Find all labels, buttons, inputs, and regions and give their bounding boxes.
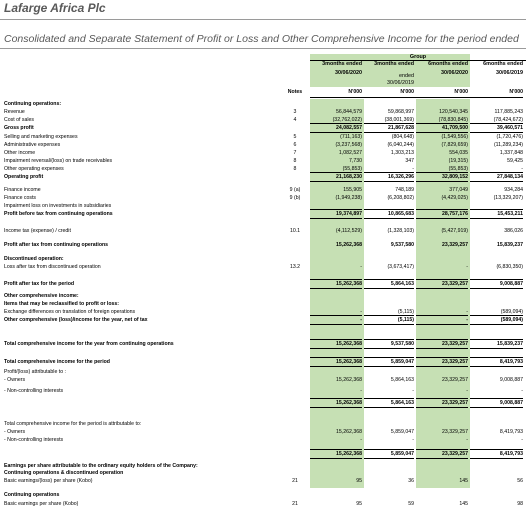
total-rule <box>310 398 362 399</box>
value-cell: 117,885,243 <box>494 109 523 115</box>
value-cell: 554,035 <box>449 150 468 156</box>
row-label: Continuing operations <box>4 492 60 498</box>
total-rule <box>364 449 414 450</box>
statement-row <box>0 186 526 194</box>
row-label: Other income <box>4 150 36 156</box>
row-label: Finance income <box>4 187 41 193</box>
statement-row <box>0 428 526 436</box>
row-label: Items that may be reclassified to profit or loss: <box>4 301 120 307</box>
value-cell: 15,262,368 <box>336 242 362 248</box>
statement-row <box>0 292 526 300</box>
value-cell: (55,853) <box>448 166 468 172</box>
value-cell: 15,262,368 <box>336 359 362 365</box>
total-rule <box>364 209 414 210</box>
column-header-0 <box>310 61 362 77</box>
total-rule <box>470 218 523 219</box>
total-rule <box>470 209 523 210</box>
statement-row <box>0 436 526 444</box>
total-rule <box>470 172 523 173</box>
total-rule <box>310 449 362 450</box>
value-cell: 15,262,368 <box>336 400 362 406</box>
statement-row <box>0 241 526 249</box>
unit-cell: N'000 <box>348 89 362 95</box>
row-note: 8 <box>293 158 297 164</box>
row-label: - Owners <box>4 429 26 435</box>
row-label: - Non-controlling interests <box>4 388 64 394</box>
row-label: Basic earnings per share (Kobo) <box>4 501 79 507</box>
value-cell: 9,008,887 <box>499 281 523 287</box>
value-cell: 15,262,368 <box>336 377 362 383</box>
row-note: 21 <box>292 478 298 484</box>
value-cell: - <box>466 264 468 270</box>
value-cell: - <box>412 388 414 394</box>
column-date: 30/06/2019 <box>387 80 414 86</box>
total-rule <box>470 132 523 133</box>
total-rule <box>416 348 468 349</box>
value-cell: 39,460,571 <box>497 125 523 131</box>
total-rule <box>416 357 468 358</box>
value-cell: 155,905 <box>343 187 362 193</box>
total-rule <box>364 407 414 408</box>
value-cell: (38,001,369) <box>384 117 414 123</box>
statement-row <box>0 100 526 108</box>
total-rule <box>364 398 414 399</box>
statement-row <box>0 194 526 202</box>
row-note: 5 <box>293 134 297 140</box>
row-label: Selling and marketing expenses <box>4 134 78 140</box>
value-cell: 59,868,997 <box>388 109 414 115</box>
value-cell: 9,008,887 <box>499 400 523 406</box>
value-cell: 15,262,368 <box>336 429 362 435</box>
row-note: 7 <box>293 150 297 156</box>
total-rule <box>310 458 362 459</box>
statement-row <box>0 157 526 165</box>
value-cell: 9,537,580 <box>390 242 414 248</box>
row-label: Profit after tax for the period <box>4 281 75 287</box>
statement-row <box>0 173 526 181</box>
total-rule <box>310 209 362 210</box>
column-date: 30/06/2020 <box>441 70 468 76</box>
value-cell: 10,865,683 <box>388 211 414 217</box>
total-rule <box>364 315 414 316</box>
total-rule <box>470 366 523 367</box>
unit-cell: N'000 <box>454 89 468 95</box>
value-cell: 16,326,296 <box>388 174 414 180</box>
total-rule <box>416 123 468 124</box>
statement-row <box>0 316 526 324</box>
value-cell: (6,830,350) <box>496 264 523 270</box>
value-cell: (1,949,238) <box>335 195 362 201</box>
statement-row <box>0 210 526 218</box>
total-rule <box>310 172 362 173</box>
units-row <box>0 88 526 96</box>
total-rule <box>364 218 414 219</box>
total-rule <box>470 181 523 182</box>
total-rule <box>470 407 523 408</box>
value-cell: 1,082,527 <box>338 150 362 156</box>
company-name: Lafarge Africa Plc <box>4 1 106 15</box>
column-header-1 <box>364 61 414 68</box>
column-date: 30/06/2019 <box>496 70 523 76</box>
statement-row <box>0 340 526 348</box>
value-cell: 8,419,793 <box>499 429 523 435</box>
value-cell: 7,730 <box>349 158 362 164</box>
statement-row <box>0 133 526 141</box>
row-label: Other comprehensive income: <box>4 293 79 299</box>
value-cell: 748,189 <box>395 187 414 193</box>
column-period: 3months ended <box>322 61 362 67</box>
column-ended: ended <box>399 73 414 79</box>
statement-row <box>0 124 526 132</box>
row-label: Profit before tax from continuing operations <box>4 211 113 217</box>
row-label: Income tax (expense) / credit <box>4 228 71 234</box>
value-cell: (5,115) <box>397 309 414 315</box>
row-label: Profit after tax from continuing operations <box>4 242 109 248</box>
statement-row <box>0 108 526 116</box>
value-cell: 21,867,628 <box>388 125 414 131</box>
value-cell: (7,829,659) <box>441 142 468 148</box>
value-cell: 15,453,211 <box>497 211 523 217</box>
statement-row <box>0 358 526 366</box>
value-cell: 56 <box>517 478 523 484</box>
total-rule <box>416 132 468 133</box>
value-cell: (55,853) <box>342 166 362 172</box>
statement-row <box>0 450 526 458</box>
value-cell: (3,237,568) <box>335 142 362 148</box>
total-rule <box>470 458 523 459</box>
total-rule <box>310 324 362 325</box>
total-rule <box>364 339 414 340</box>
value-cell: - <box>466 309 468 315</box>
value-cell: 23,329,257 <box>442 429 468 435</box>
total-rule <box>310 181 362 182</box>
statement-row <box>0 141 526 149</box>
row-label: Operating profit <box>4 174 44 180</box>
total-rule <box>416 449 468 450</box>
value-cell: 23,329,257 <box>442 242 468 248</box>
unit-cell: N'000 <box>400 89 414 95</box>
statement-row <box>0 263 526 271</box>
value-cell: (13,329,207) <box>493 195 523 201</box>
total-rule <box>310 339 362 340</box>
value-cell: 23,329,257 <box>442 341 468 347</box>
total-rule <box>364 181 414 182</box>
row-label: Profit/(loss) attributable to : <box>4 369 66 375</box>
value-cell: 15,839,237 <box>497 341 523 347</box>
row-label: Gross profit <box>4 125 34 131</box>
total-rule <box>310 123 362 124</box>
row-label: Cost of sales <box>4 117 34 123</box>
total-rule <box>310 315 362 316</box>
total-rule <box>364 366 414 367</box>
total-rule <box>310 407 362 408</box>
row-note: 3 <box>293 109 297 115</box>
total-rule <box>310 132 362 133</box>
value-cell: 15,262,368 <box>336 281 362 287</box>
row-label: Other comprehensive (loss)/income for the year, net of tax <box>4 317 148 323</box>
total-rule <box>470 324 523 325</box>
row-label: Discontinued operation: <box>4 256 64 262</box>
value-cell: - <box>360 264 362 270</box>
value-cell: - <box>521 437 523 443</box>
total-rule <box>310 348 362 349</box>
group-header: Group <box>310 54 526 61</box>
row-note: 10.1 <box>289 228 301 234</box>
total-rule <box>310 366 362 367</box>
total-rule <box>310 288 362 289</box>
total-rule <box>470 398 523 399</box>
value-cell: 5,864,163 <box>390 377 414 383</box>
column-date: 30/06/2020 <box>335 70 362 76</box>
row-label: Loss after tax from discontinued operation <box>4 264 101 270</box>
value-cell: 95 <box>356 478 362 484</box>
value-cell: 15,262,368 <box>336 341 362 347</box>
value-cell: 8,419,793 <box>499 451 523 457</box>
statement-row <box>0 300 526 308</box>
row-label: Other operating expenses <box>4 166 64 172</box>
total-rule <box>364 458 414 459</box>
row-note: 9 (a) <box>289 187 301 193</box>
value-cell: 23,329,257 <box>442 451 468 457</box>
row-label: Impairment loss on investments in subsidiaries <box>4 203 112 209</box>
value-cell: 1,303,213 <box>390 150 414 156</box>
total-rule <box>470 288 523 289</box>
value-cell: 59 <box>408 501 414 507</box>
row-label: Continuing operations: <box>4 101 62 107</box>
statement-row <box>0 500 526 508</box>
total-rule <box>470 315 523 316</box>
total-rule <box>416 181 468 182</box>
subtitle-divider <box>0 48 526 49</box>
value-cell: 8,419,793 <box>499 359 523 365</box>
value-cell: (19,315) <box>448 158 468 164</box>
total-rule <box>416 339 468 340</box>
total-rule <box>416 398 468 399</box>
value-cell: - <box>360 437 362 443</box>
total-rule <box>364 172 414 173</box>
row-label: Impairment reversal/(loss) on trade receivables <box>4 158 113 164</box>
total-rule <box>470 449 523 450</box>
total-rule <box>364 324 414 325</box>
total-rule <box>364 123 414 124</box>
value-cell: (1,328,103) <box>387 228 414 234</box>
column-header-1-sub <box>364 73 414 87</box>
statement-row <box>0 399 526 407</box>
statement-row <box>0 387 526 395</box>
value-cell: 23,329,257 <box>442 281 468 287</box>
total-rule <box>470 279 523 280</box>
value-cell: (78,424,672) <box>493 117 523 123</box>
row-label: Revenue <box>4 109 25 115</box>
value-cell: 5,859,047 <box>390 429 414 435</box>
value-cell: - <box>466 437 468 443</box>
value-cell: 5,864,163 <box>390 400 414 406</box>
value-cell: (4,112,529) <box>335 228 362 234</box>
title-divider <box>0 19 526 20</box>
total-rule <box>364 348 414 349</box>
total-rule <box>310 279 362 280</box>
total-rule <box>416 172 468 173</box>
statement-row <box>0 376 526 384</box>
value-cell: 21,168,230 <box>336 174 362 180</box>
value-cell: 56,844,579 <box>336 109 362 115</box>
total-rule <box>310 218 362 219</box>
unit-cell: N'000 <box>509 89 523 95</box>
total-rule <box>416 324 468 325</box>
value-cell: 27,848,134 <box>497 174 523 180</box>
total-rule <box>416 209 468 210</box>
row-note: 6 <box>293 142 297 148</box>
total-rule <box>310 357 362 358</box>
row-note: 4 <box>293 117 297 123</box>
value-cell: (5,427,919) <box>441 228 468 234</box>
value-cell: (711,163) <box>340 134 362 140</box>
value-cell: (5,115) <box>397 317 414 323</box>
total-rule <box>364 288 414 289</box>
value-cell: - <box>360 388 362 394</box>
total-rule <box>416 288 468 289</box>
value-cell: 145 <box>459 501 468 507</box>
value-cell: 386,026 <box>504 228 523 234</box>
value-cell: 59,425 <box>507 158 523 164</box>
row-label: Continuing operations & discontinued operation <box>4 470 124 476</box>
total-rule <box>364 279 414 280</box>
statement-title: Consolidated and Separate Statement of Profit or Loss and Other Comprehensive Income for the period ended <box>4 33 519 45</box>
statement-row <box>0 368 526 376</box>
value-cell: (589,094) <box>500 309 523 315</box>
value-cell: 41,709,500 <box>442 125 468 131</box>
value-cell: 15,262,368 <box>336 451 362 457</box>
statement-row <box>0 491 526 499</box>
value-cell: (6,208,802) <box>387 195 414 201</box>
total-rule <box>416 279 468 280</box>
column-period: 6months ended <box>428 61 468 67</box>
total-rule <box>470 348 523 349</box>
total-rule <box>416 458 468 459</box>
value-cell: 95 <box>356 501 362 507</box>
value-cell: 9,537,580 <box>390 341 414 347</box>
value-cell: 934,284 <box>504 187 523 193</box>
row-label: Exchange differences on translation of foreign operations <box>4 309 136 315</box>
value-cell: - <box>521 166 523 172</box>
value-cell: 24,082,557 <box>336 125 362 131</box>
total-rule <box>364 357 414 358</box>
value-cell: - <box>412 166 414 172</box>
total-rule <box>416 315 468 316</box>
row-label: Total comprehensive income for the period is attributable to: <box>4 421 142 427</box>
total-rule <box>364 132 414 133</box>
row-note: 21 <box>292 501 298 507</box>
value-cell: (1,720,476) <box>496 134 523 140</box>
statement-row <box>0 420 526 428</box>
total-rule <box>416 407 468 408</box>
value-cell: 1,337,848 <box>499 150 523 156</box>
row-note: 8 <box>293 166 297 172</box>
row-label: Total comprehensive income for the period <box>4 359 110 365</box>
row-note: 9 (b) <box>289 195 301 201</box>
value-cell: (1,549,556) <box>441 134 468 140</box>
value-cell: 23,329,257 <box>442 359 468 365</box>
value-cell: 19,374,897 <box>336 211 362 217</box>
statement-row <box>0 255 526 263</box>
value-cell: (32,762,022) <box>332 117 362 123</box>
statement-row <box>0 477 526 485</box>
value-cell: (11,289,234) <box>493 142 523 148</box>
value-cell: - <box>521 388 523 394</box>
row-label: - Owners <box>4 377 26 383</box>
row-label: - Non-controlling interests <box>4 437 64 443</box>
total-rule <box>470 123 523 124</box>
value-cell: 98 <box>517 501 523 507</box>
value-cell: - <box>466 317 468 323</box>
value-cell: 347 <box>405 158 414 164</box>
value-cell: 5,859,047 <box>390 451 414 457</box>
value-cell: 120,540,345 <box>439 109 468 115</box>
value-cell: 5,864,163 <box>390 281 414 287</box>
value-cell: - <box>360 317 362 323</box>
row-label: Administrative expenses <box>4 142 61 148</box>
value-cell: 145 <box>459 478 468 484</box>
total-rule <box>470 357 523 358</box>
row-label: Finance costs <box>4 195 37 201</box>
value-cell: 23,329,257 <box>442 377 468 383</box>
value-cell: (804,648) <box>391 134 414 140</box>
statement-row <box>0 280 526 288</box>
total-rule <box>416 366 468 367</box>
row-label: Earnings per share attributable to the ordinary equity holders of the Company: <box>4 463 198 469</box>
value-cell: 15,839,237 <box>497 242 523 248</box>
statement-row <box>0 469 526 477</box>
statement-row <box>0 227 526 235</box>
row-label: Total comprehensive income for the year from continuing operations <box>4 341 174 347</box>
value-cell: (78,830,845) <box>438 117 468 123</box>
value-cell: 32,809,152 <box>442 174 468 180</box>
total-rule <box>416 218 468 219</box>
column-header-2 <box>416 61 468 77</box>
row-label: Basic earnings/(loss) per share (Kobo) <box>4 478 93 484</box>
value-cell: - <box>360 309 362 315</box>
value-cell: (4,429,025) <box>441 195 468 201</box>
notes-header: Notes <box>287 89 303 95</box>
value-cell: - <box>466 388 468 394</box>
total-rule <box>470 339 523 340</box>
column-header-3 <box>470 61 523 77</box>
statement-row <box>0 149 526 157</box>
column-period: 6months ended <box>483 61 523 67</box>
value-cell: (6,040,244) <box>387 142 414 148</box>
value-cell: - <box>412 437 414 443</box>
value-cell: 23,329,257 <box>442 400 468 406</box>
value-cell: 377,049 <box>449 187 468 193</box>
value-cell: 9,008,887 <box>499 377 523 383</box>
value-cell: (3,673,417) <box>387 264 414 270</box>
value-cell: 5,859,047 <box>390 359 414 365</box>
column-period: 3months ended <box>374 61 414 67</box>
value-cell: 36 <box>408 478 414 484</box>
value-cell: (589,094) <box>500 317 523 323</box>
value-cell: 28,757,176 <box>442 211 468 217</box>
header-underline <box>310 97 523 98</box>
row-note: 13.2 <box>289 264 301 270</box>
